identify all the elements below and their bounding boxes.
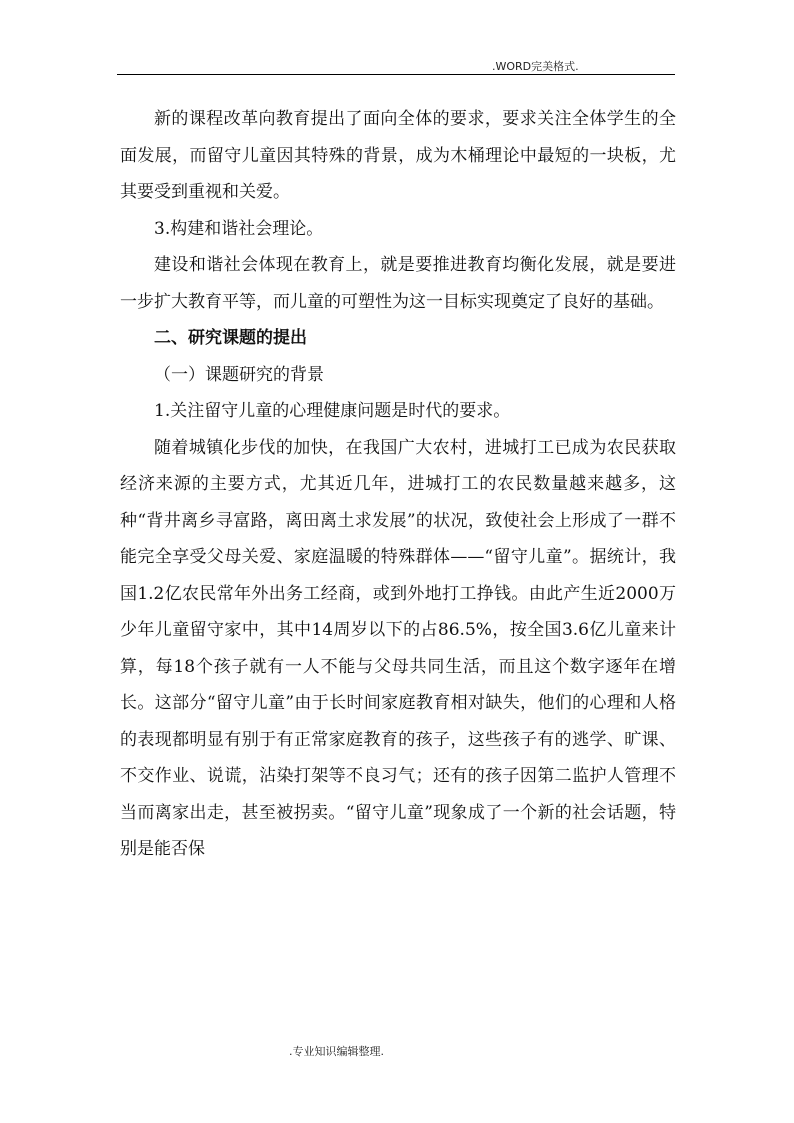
paragraph-left-behind-children: 随着城镇化步伐的加快，在我国广大农村，进城打工已成为农民获取经济来源的主要方式，尤其近几年，进城打工的农民数量越来越多，这种“背井离乡寻富路，离田离土求发展”的状况，致使社会上形成了一群不能完全享受父母关爱、家庭温暖的特殊群体——“留守儿童”。据统计，我国1.2亿农民常年外出务工经商，或到外地打工挣钱。由此产生近2000万少年儿童留守家中，其中14周岁以下的占86.5%，按全国3.6亿儿童来计算，每18个孩子就有一人不能与父母共同生活，而且这个数字逐年在增长。这部分“留守儿童”由于长时间家庭教育相对缺失，他们的心理和人格的表现都明显有别于有正常家庭教育的孩子，这些孩子有的逃学、旷课、不交作业、说谎，沾染打架等不良习气；还有的孩子因第二监护人管理不当而离家出走，甚至被拐卖。“留守儿童”现象成了一个新的社会话题，特别是能否保 [120,437,676,859]
section-heading-research-topic: 二、研究课题的提出 [154,328,307,348]
document-body [120,101,676,868]
paragraph-curriculum-reform: 新的课程改革向教育提出了面向全体的要求，要求关注全体学生的全面发展，而留守儿童因其特殊的背景，成为木桶理论中最短的一块板，尤其要受到重视和关爱。 [120,109,676,202]
page-header [117,52,675,75]
paragraph-harmonious-society: 建设和谐社会体现在教育上，就是要推进教育均衡化发展，就是要进一步扩大教育平等，而儿童的可塑性为这一目标实现奠定了良好的基础。 [120,255,676,312]
subsection-heading-background: （一）课题研究的背景 [154,364,324,385]
page-footer: .专业知识编辑整理. [289,1045,384,1058]
header-text: .WORD完美格式. [492,60,579,73]
paragraph-mental-health-title: 1.关注留守儿童的心理健康问题是时代的要求。 [154,401,511,421]
paragraph-harmonious-society-title: 3.构建和谐社会理论。 [154,218,324,239]
